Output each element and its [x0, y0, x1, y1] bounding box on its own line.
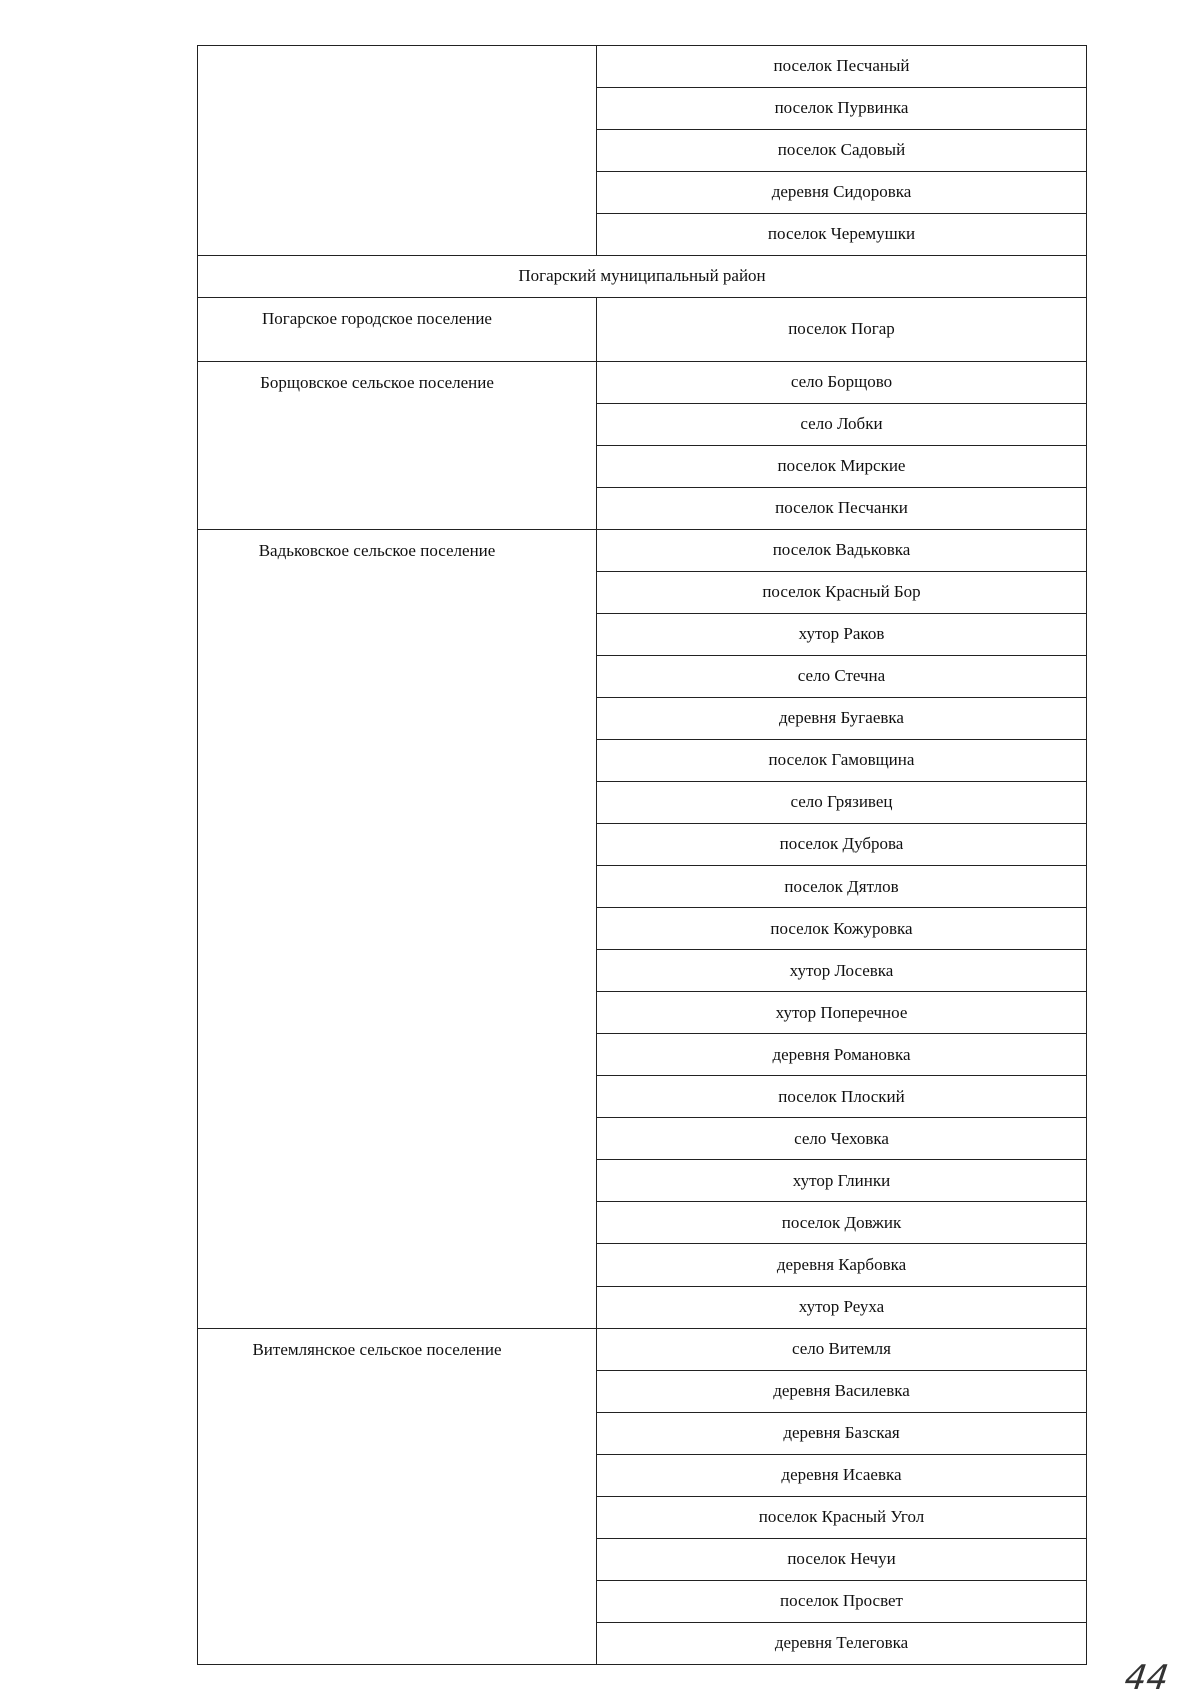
settlement-name: Погарское городское поселение: [198, 298, 597, 362]
locality-row: [198, 298, 1087, 362]
locality-name: село Борщово: [597, 361, 1087, 403]
locality-name: село Чеховка: [597, 1118, 1087, 1160]
locality-name: деревня Романовка: [597, 1034, 1087, 1076]
settlement-name: Витемлянское сельское поселение: [198, 1328, 597, 1664]
locality-name: хутор Глинки: [597, 1160, 1087, 1202]
locality-name: хутор Раков: [597, 614, 1087, 656]
locality-name: хутор Реуха: [597, 1286, 1087, 1328]
locality-name: поселок Пурвинка: [597, 88, 1087, 130]
settlement-name: [198, 46, 597, 256]
locality-name: поселок Довжик: [597, 1202, 1087, 1244]
settlement-name: Борщовское сельское поселение: [198, 361, 597, 529]
locality-row: [198, 46, 1087, 88]
locality-row: [198, 1328, 1087, 1370]
locality-name: деревня Исаевка: [597, 1454, 1087, 1496]
locality-name: поселок Мирские: [597, 445, 1087, 487]
locality-name: деревня Бугаевка: [597, 698, 1087, 740]
locality-name: поселок Красный Угол: [597, 1496, 1087, 1538]
locality-row: [198, 529, 1087, 571]
locality-name: деревня Карбовка: [597, 1244, 1087, 1286]
locality-name: поселок Дятлов: [597, 866, 1087, 908]
page-number: 44: [1121, 1658, 1171, 1698]
locality-name: хутор Лосевка: [597, 950, 1087, 992]
settlement-name: Вадьковское сельское поселение: [198, 529, 597, 1328]
locality-name: поселок Дуброва: [597, 824, 1087, 866]
locality-name: деревня Василевка: [597, 1370, 1087, 1412]
district-name: Погарский муниципальный район: [198, 256, 1087, 298]
locality-name: село Витемля: [597, 1328, 1087, 1370]
locality-row: [198, 361, 1087, 403]
locality-name: поселок Песчаный: [597, 46, 1087, 88]
locality-name: деревня Сидоровка: [597, 172, 1087, 214]
district-row: [198, 256, 1087, 298]
locality-name: поселок Кожуровка: [597, 908, 1087, 950]
settlements-table: [197, 45, 1087, 1665]
locality-name: поселок Садовый: [597, 130, 1087, 172]
locality-name: деревня Базская: [597, 1412, 1087, 1454]
locality-name: деревня Телеговка: [597, 1622, 1087, 1664]
locality-name: хутор Поперечное: [597, 992, 1087, 1034]
locality-name: село Стечна: [597, 656, 1087, 698]
locality-name: поселок Нечуи: [597, 1538, 1087, 1580]
locality-name: поселок Гамовщина: [597, 740, 1087, 782]
locality-name: поселок Погар: [597, 298, 1087, 362]
locality-name: поселок Вадьковка: [597, 529, 1087, 571]
locality-name: село Грязивец: [597, 782, 1087, 824]
locality-name: село Лобки: [597, 403, 1087, 445]
locality-name: поселок Песчанки: [597, 487, 1087, 529]
locality-name: поселок Плоский: [597, 1076, 1087, 1118]
locality-name: поселок Красный Бор: [597, 571, 1087, 613]
locality-name: поселок Черемушки: [597, 214, 1087, 256]
locality-name: поселок Просвет: [597, 1580, 1087, 1622]
